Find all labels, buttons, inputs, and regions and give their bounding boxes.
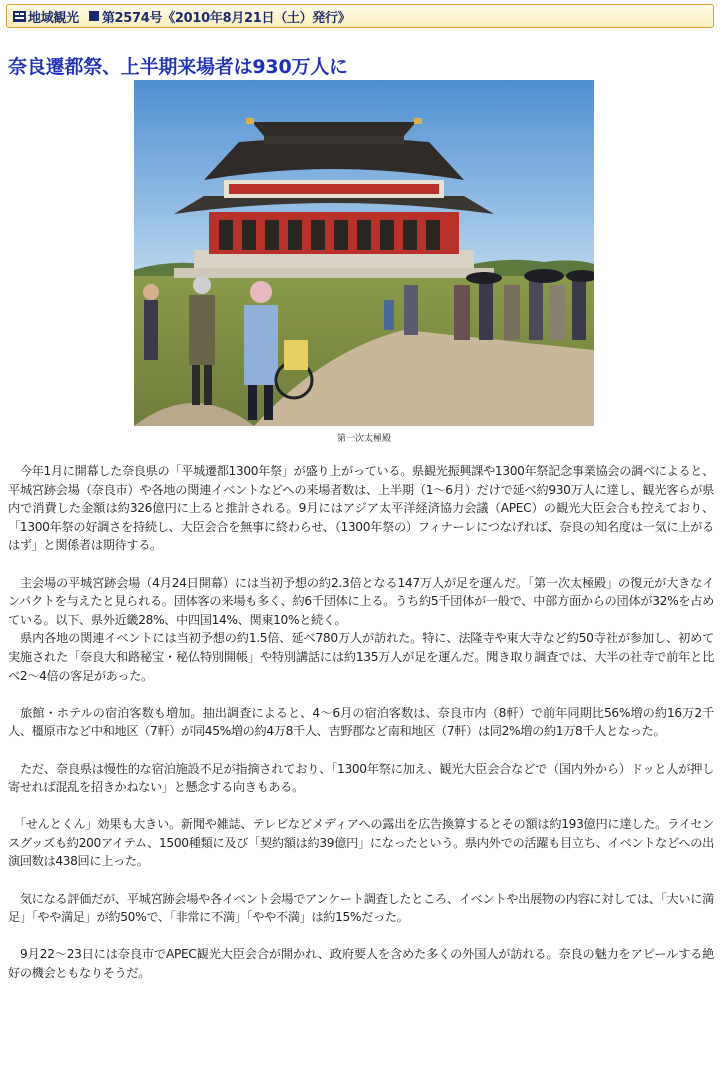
article-paragraph: 県内各地の関連イベントには当初予想の約1.5倍、延べ780万人が訪れた。特に、法隆寺や東大寺など約50寺社が参加し、初めて実施された「奈良大和路秘宝・秘仏特別開帳」や特別講話には約135万人が足を運んだ。聞き取り調査では、大半の社寺で前年と比べ2〜4倍の客足があった。 xyxy=(8,631,714,683)
article-headline: 奈良遷都祭、上半期来場者は930万人に xyxy=(8,56,348,78)
article-body xyxy=(8,462,714,983)
square-bullet-icon xyxy=(89,11,99,21)
article-paragraph: 今年1月に開幕した奈良県の「平城遷都1300年祭」が盛り上がっている。県観光振興課や1300年祭記念事業協会の調べによると、平城宮跡会場（奈良市）や各地の関連イベントなどへの来場者数は、上半期（1〜6月）だけで延べ約930万人に達し、観光客らが県内で消費した金額は約326億円に上ると推計される。9月にはアジア太平洋経済協力会議（APEC）の観光大臣会合も控えており、「1300年祭の好調さを持続し、大臣会合を無事に終わらせ、（1300年祭の）フィナーレにつなげれば、奈良の知名度は一気に上がるはず」と関係者は期待する。 xyxy=(8,464,714,553)
article-paragraph: 旅館・ホテルの宿泊客数も増加。抽出調査によると、4〜6月の宿泊客数は、奈良市内（8軒）で前年同期比56%増の約16万2千人、橿原市など中和地区（7軒）が同45%増の約4万8千人、吉野郡など南和地区（7軒）は同2%増の約1万8千人となった。 xyxy=(8,705,714,739)
section-header xyxy=(6,4,714,28)
article-paragraph: 主会場の平城宮跡会場（4月24日開幕）には当初予想の約2.3倍となる147万人が足を運んだ。「第一次太極殿」の復元が大きなインパクトを与えたと見られる。団体客の来場も多く、約6千団体に上る。うち約5千団体が一般で、中部方面からの団体が32%を占めている。以下、県外近畿28%、中四国14%、関東10%と続く。 xyxy=(8,575,714,627)
section-name: 地域観光 xyxy=(28,10,79,26)
article-paragraph: 9月22〜23日には奈良市でAPEC観光大臣会合が開かれ、政府要人を含めた多くの外国人が訪れる。奈良の魅力をアピールする絶好の機会ともなりそうだ。 xyxy=(8,947,714,981)
article-paragraph: 気になる評価だが、平城宮跡会場や各イベント会場でアンケート調査したところ、イベントや出展物の内容に対しては、「大いに満足」「やや満足」が約50%で、「非常に不満」「やや不満」は約15%だった。 xyxy=(8,891,714,925)
article-paragraph: ただ、奈良県は慢性的な宿泊施設不足が指摘されており、「1300年祭に加え、観光大臣会合などで（国内外から）ドッと人が押し寄せれば混乱を招きかねない」と懸念する向きもある。 xyxy=(8,761,714,795)
article-paragraph: 「せんとくん」効果も大きい。新聞や雑誌、テレビなどメディアへの露出を広告換算するとその額は約193億円に達した。ライセンスグッズも約200アイテム、1500種類に及び「契約額は約39億円」になったという。県内外での活躍も目立ち、イベントなどへの出演回数は438回に上った。 xyxy=(8,817,714,869)
photo-caption: 第一次太極殿 xyxy=(336,434,391,444)
issue-info: 第2574号《2010年8月21日（土）発行》 xyxy=(101,10,351,26)
article-photo xyxy=(134,80,594,426)
section-bullet-icon xyxy=(13,11,26,22)
